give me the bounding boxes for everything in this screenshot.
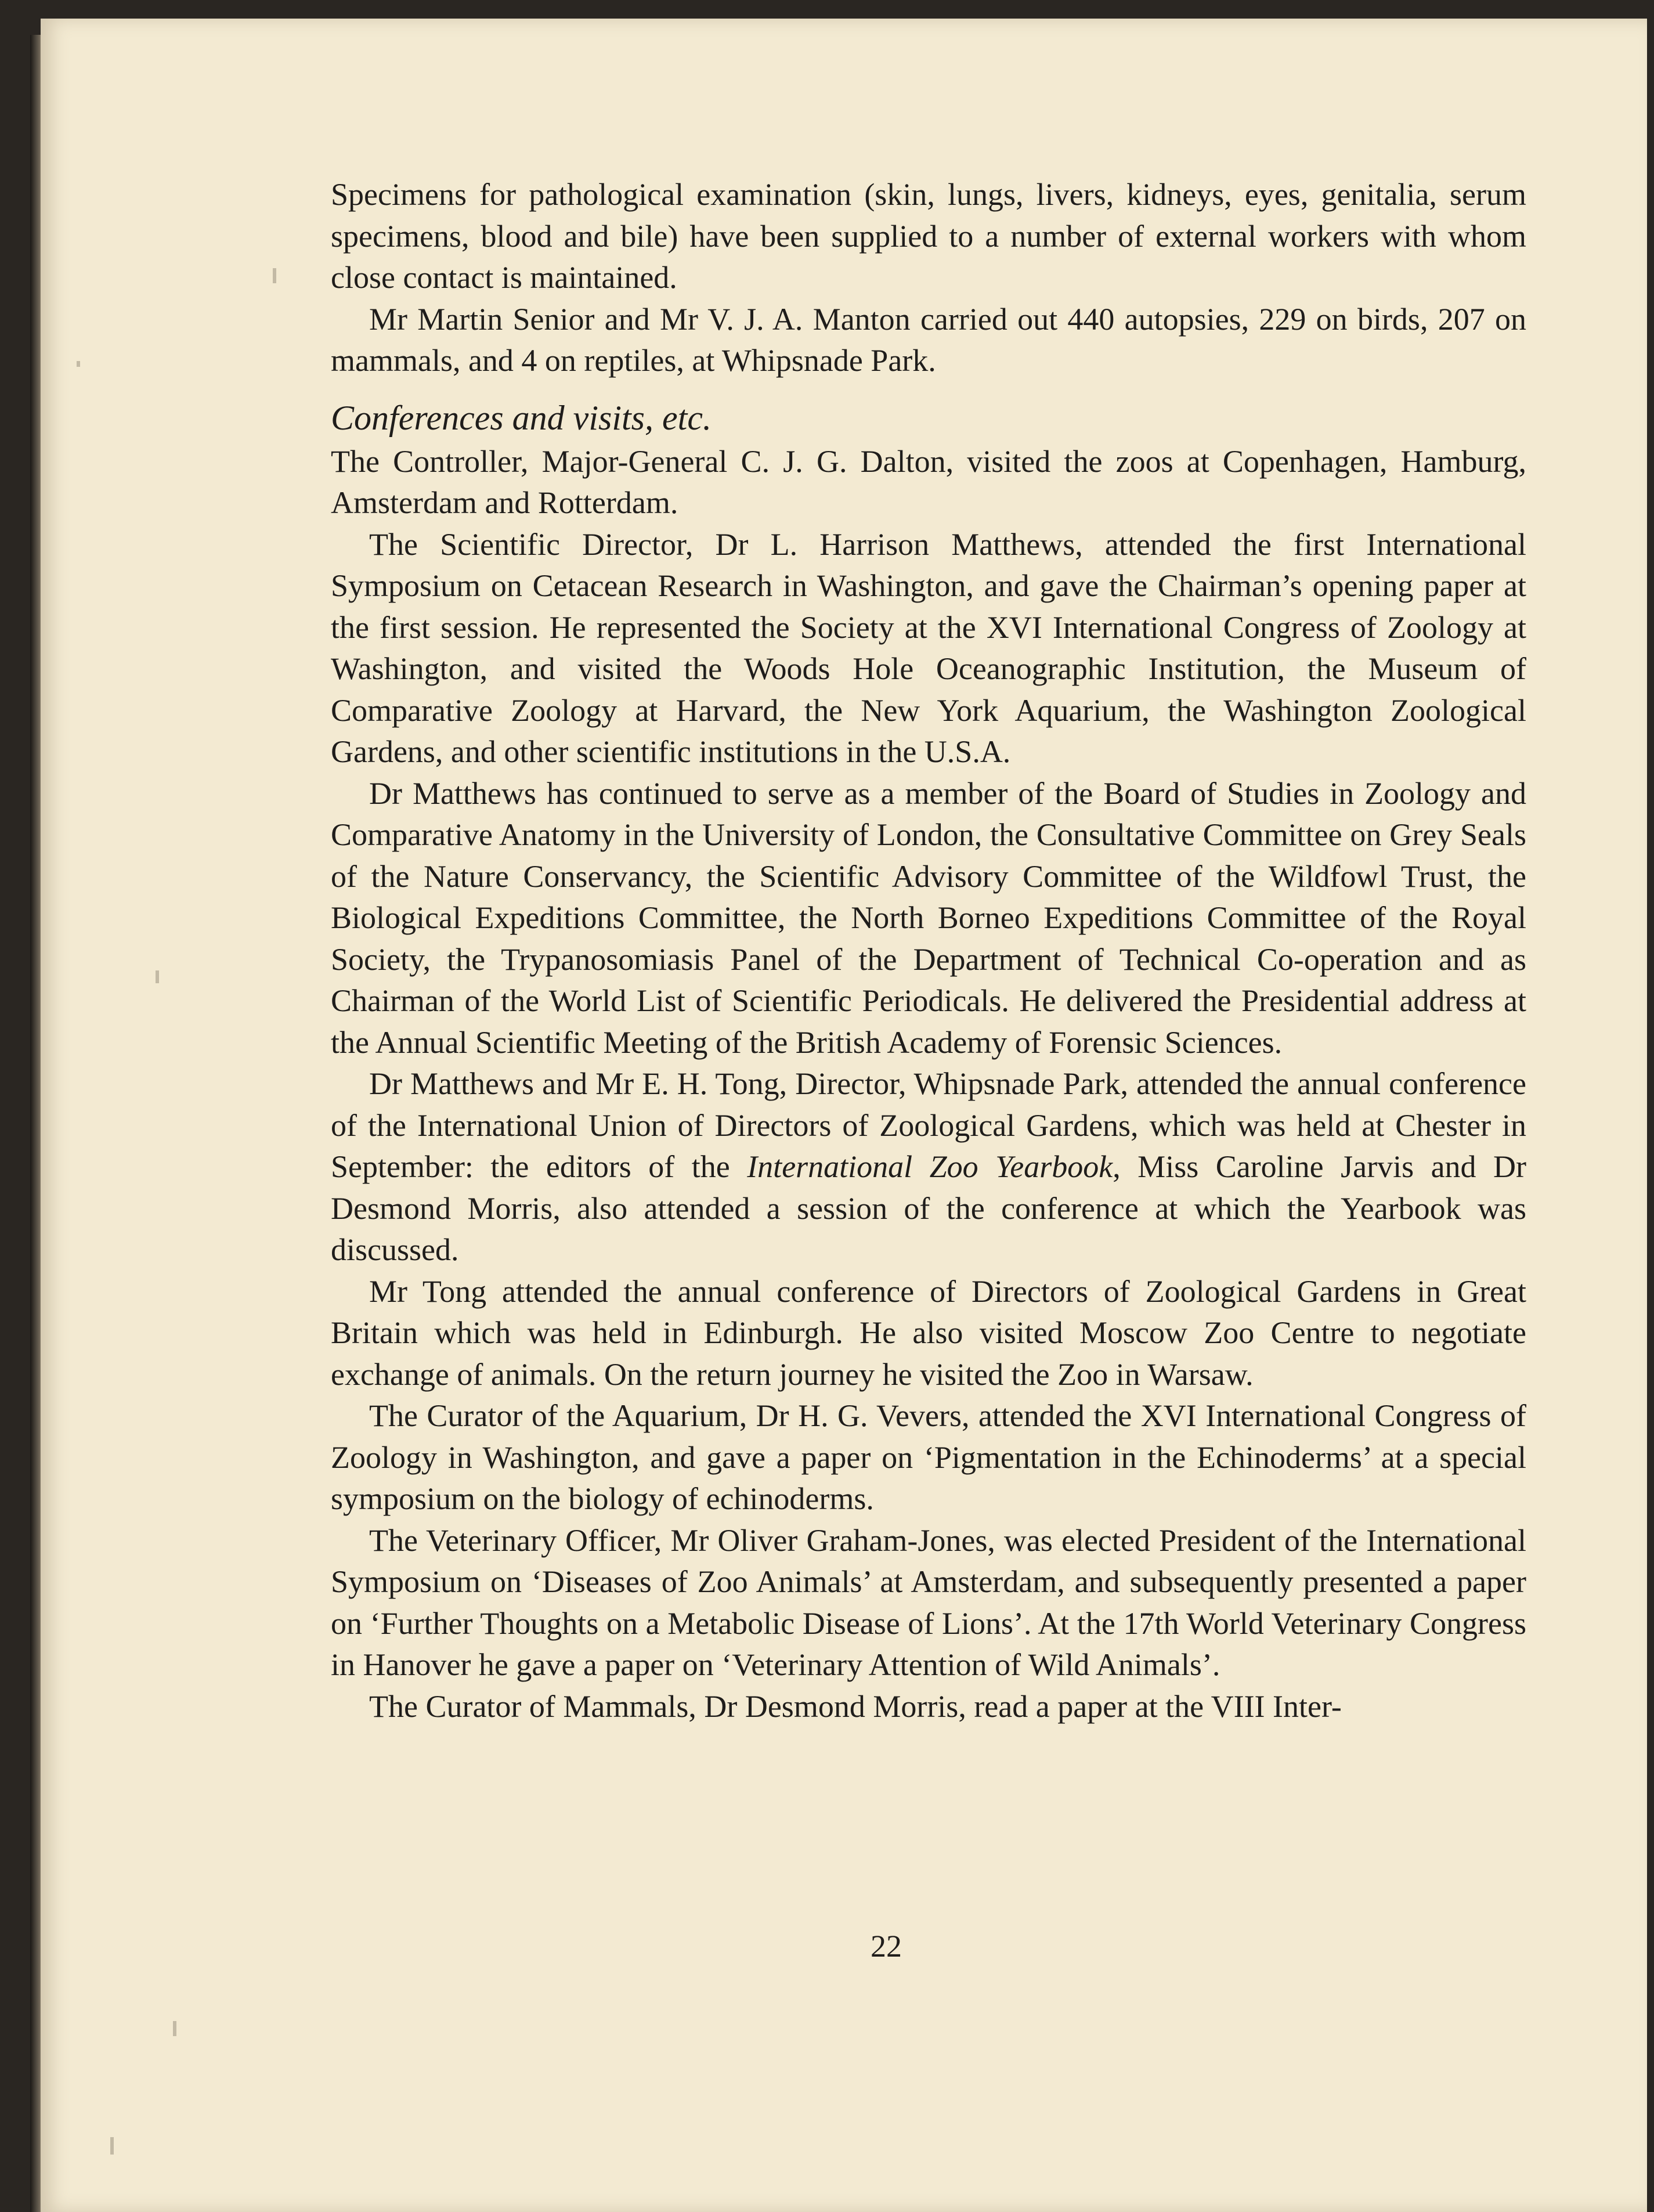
paragraph-veterinary-officer: The Veterinary Officer, Mr Oliver Graham-Jones, was elected President of the International Symposium on ‘Diseases of Zoo Animals’ at Amsterdam, and subsequently presented a paper on ‘Further Thoughts on a Metabolic Disease of Lions’. At the 17th World Veterinary Congress in Hanover he gave a paper on ‘Veterinary Attention of Wild Animals’. — [331, 1522, 1526, 1682]
paragraph-aquarium-curator: The Curator of the Aquarium, Dr H. G. Vevers, attended the XVI International Congress of Zoology in Washington, and gave a paper on ‘Pigmentation in the Echinoderms’ at a special symposium on the biology of echinoderms. — [331, 1398, 1526, 1516]
margin-mark — [156, 970, 159, 983]
margin-mark — [273, 268, 276, 283]
page-text-block — [331, 174, 1526, 1727]
page-number: 22 — [871, 1929, 902, 1964]
margin-mark — [173, 2021, 176, 2036]
paragraph-autopsies: Mr Martin Senior and Mr V. J. A. Manton carried out 440 autopsies, 229 on birds, 207 on mammals, and 4 on reptiles, at Whipsnade Park. — [331, 301, 1526, 378]
paragraph-tong-visits: Mr Tong attended the annual conference of Directors of Zoological Gardens in Great Britain which was held in Edinburgh. He also visited Moscow Zoo Centre to negotiate exchange of animals. On the return journey he visited the Zoo in Warsaw. — [331, 1273, 1526, 1392]
paragraph-controller-visits: The Controller, Major-General C. J. G. Dalton, visited the zoos at Copenhagen, Hamburg, Amsterdam and Rotterdam. — [331, 443, 1526, 520]
section-heading-conferences: Conferences and visits, etc. — [331, 398, 712, 437]
paragraph-directors-conference-text-1: Dr Matthews and Mr E. H. Tong, Director, Whipsnade Park, attended the annual conference of the International Union of Directors of Zoological Gardens, which was held at Chester in September: the editors of the — [331, 1066, 1526, 1184]
paragraph-directors-conference — [331, 1063, 1526, 1271]
margin-mark — [77, 361, 80, 367]
paragraph-directors-conference-text-2: , Miss Caroline Jarvis and Dr Desmond Morris, also attended a session of the conference at which the Yearbook was discussed. — [331, 1149, 1526, 1267]
margin-mark — [110, 2137, 114, 2155]
paragraph-curator-mammals: The Curator of Mammals, Dr Desmond Morris, read a paper at the VIII Inter- — [369, 1688, 1342, 1724]
paragraph-scientific-director: The Scientific Director, Dr L. Harrison Matthews, attended the first International Symposium on Cetacean Research in Washington, and gave the Chairman’s opening paper at the first session. He represented the Society at the XVI International Congress of Zoology at Washington, and visited the Woods Hole Oceanographic Institution, the Museum of Comparative Zoology at Harvard, the New York Aquarium, the Washington Zoological Gardens, and other scientific institutions in the U.S.A. — [331, 526, 1526, 769]
paragraph-pathology-specimens: Specimens for pathological examination (skin, lungs, livers, kidneys, eyes, genitalia, serum specimens, blood and bile) have been supplied to a number of external workers with whom close contact is maintained. — [331, 177, 1526, 295]
paragraph-matthews-committees: Dr Matthews has continued to serve as a member of the Board of Studies in Zoology and Comparative Anatomy in the University of London, the Consultative Committee on Grey Seals of the Nature Conservancy, the Scientific Advisory Committee of the Wildfowl Trust, the Biological Expeditions Committee, the North Borneo Expeditions Committee of the Royal Society, the Trypanosomiasis Panel of the Department of Technical Co-operation and as Chairman of the World List of Scientific Periodicals. He delivered the Presidential address at the Annual Scientific Meeting of the British Academy of Forensic Sciences. — [331, 775, 1526, 1060]
yearbook-title: International Zoo Yearbook — [747, 1149, 1113, 1184]
